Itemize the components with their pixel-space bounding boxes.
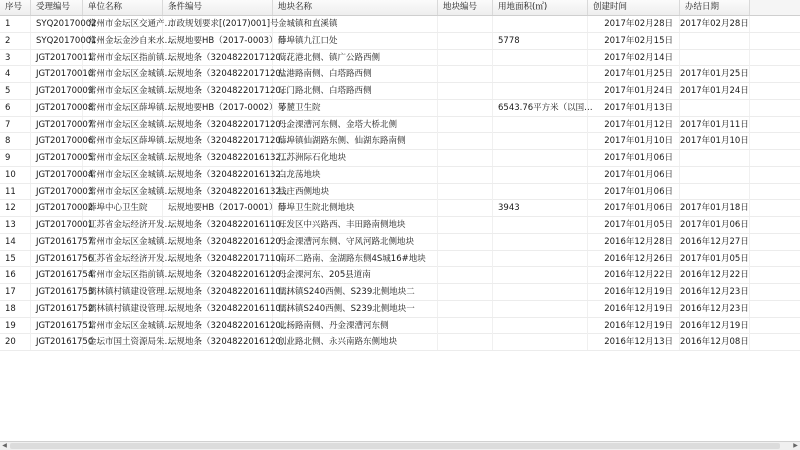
table-row[interactable] <box>0 301 800 318</box>
column-header-completed[interactable]: 办结日期 <box>680 0 750 15</box>
cell-unit-name: 金坛市国土资源局朱… <box>83 334 163 350</box>
cell-accept-no: JGT20170002 <box>31 200 83 216</box>
cell-created: 2016年12月22日 <box>588 267 680 283</box>
cell-completed: 2017年01月10日 <box>680 133 750 149</box>
cell-plot-no <box>438 217 493 233</box>
cell-accept-no: JGT20161750 <box>31 334 83 350</box>
table-row[interactable] <box>0 318 800 335</box>
cell-completed: 2016年12月22日 <box>680 267 750 283</box>
cell-condition-no: 坛规地条（320482201611​0… <box>163 217 273 233</box>
cell-plot-name: 白龙荡地块 <box>273 167 438 183</box>
column-header-created[interactable]: 创建时间 <box>588 0 680 15</box>
cell-plot-name: 丹金溧漕河东侧、守风河路北侧地块 <box>273 234 438 250</box>
cell-index: 17 <box>0 284 31 300</box>
cell-index: 1 <box>0 16 31 32</box>
cell-condition-no: 坛规地条（320482201612​0… <box>163 334 273 350</box>
cell-created: 2017年01月06日 <box>588 184 680 200</box>
cell-accept-no: JGT20170003 <box>31 184 83 200</box>
cell-plot-no <box>438 318 493 334</box>
cell-land-area <box>493 66 588 82</box>
cell-plot-name: 儒林镇S240西侧、S239北侧地块一 <box>273 301 438 317</box>
cell-index: 6 <box>0 100 31 116</box>
cell-completed: 2017年01月25日 <box>680 66 750 82</box>
cell-plot-no <box>438 334 493 350</box>
cell-completed: 2017年01月05日 <box>680 251 750 267</box>
cell-plot-no <box>438 100 493 116</box>
cell-plot-name: 创业路北侧、永兴南路东侧地块 <box>273 334 438 350</box>
cell-accept-no: JGT20161753 <box>31 284 83 300</box>
cell-accept-no: JGT20170001 <box>31 217 83 233</box>
cell-plot-name: 茅麓卫生院 <box>273 100 438 116</box>
cell-plot-name: 儒林镇S240西侧、S239北侧地块二 <box>273 284 438 300</box>
cell-plot-name: 薛埠镇仙湖路东侧、仙湖东路南侧 <box>273 133 438 149</box>
table-row[interactable] <box>0 334 800 351</box>
cell-accept-no: JGT20170005 <box>31 150 83 166</box>
cell-land-area <box>493 117 588 133</box>
cell-accept-no: JGT20170008 <box>31 100 83 116</box>
cell-index: 5 <box>0 83 31 99</box>
cell-unit-name: 常州市金坛区金城镇… <box>83 117 163 133</box>
cell-created: 2017年01月06日 <box>588 150 680 166</box>
table-row[interactable] <box>0 33 800 50</box>
table-row[interactable] <box>0 217 800 234</box>
cell-created: 2016年12月26日 <box>588 251 680 267</box>
cell-condition-no: 坛规地要HB（2017-0002）号 <box>163 100 273 116</box>
cell-unit-name: 常州市金坛区金城镇… <box>83 184 163 200</box>
cell-accept-no: SYQ20170002 <box>31 16 83 32</box>
cell-plot-name: 北杨路南侧、丹金溧漕河东侧 <box>273 318 438 334</box>
cell-plot-no <box>438 167 493 183</box>
cell-plot-name: 南环二路南、金湖路东侧4S城16#地块 <box>273 251 438 267</box>
cell-index: 13 <box>0 217 31 233</box>
column-header-accept-no[interactable]: 受理编号 <box>31 0 83 15</box>
cell-index: 8 <box>0 133 31 149</box>
cell-accept-no: JGT20170006 <box>31 133 83 149</box>
cell-completed <box>680 150 750 166</box>
cell-index: 9 <box>0 150 31 166</box>
cell-plot-no <box>438 117 493 133</box>
table-row[interactable] <box>0 16 800 33</box>
table-row[interactable] <box>0 100 800 117</box>
cell-accept-no: JGT20170010 <box>31 66 83 82</box>
cell-plot-no <box>438 83 493 99</box>
cell-condition-no: 坛规地要HB（2017-0003）号 <box>163 33 273 49</box>
cell-plot-name: 丹金溧河东、205县道南 <box>273 267 438 283</box>
cell-created: 2017年02月14日 <box>588 50 680 66</box>
cell-completed: 2017年01月18日 <box>680 200 750 216</box>
cell-condition-no: 坛规地条（320482201612​0… <box>163 318 273 334</box>
cell-land-area <box>493 150 588 166</box>
cell-index: 12 <box>0 200 31 216</box>
cell-plot-no <box>438 33 493 49</box>
cell-unit-name: 常州市金坛区交通产… <box>83 16 163 32</box>
cell-condition-no: 坛规地条（320482201612​0… <box>163 267 273 283</box>
cell-land-area <box>493 133 588 149</box>
cell-completed: 2016年12月19日 <box>680 318 750 334</box>
cell-land-area <box>493 234 588 250</box>
cell-land-area <box>493 184 588 200</box>
cell-completed: 2016年12月27日 <box>680 234 750 250</box>
cell-created: 2017年02月28日 <box>588 16 680 32</box>
cell-index: 11 <box>0 184 31 200</box>
cell-index: 19 <box>0 318 31 334</box>
cell-land-area <box>493 167 588 183</box>
cell-index: 2 <box>0 33 31 49</box>
table-row[interactable] <box>0 267 800 284</box>
cell-completed <box>680 167 750 183</box>
cell-accept-no: JGT20170011 <box>31 50 83 66</box>
cell-unit-name: 江苏省金坛经济开发… <box>83 217 163 233</box>
cell-created: 2016年12月19日 <box>588 318 680 334</box>
cell-unit-name: 江苏省金坛经济开发… <box>83 251 163 267</box>
column-header-land-area[interactable]: 用地面积(㎡) <box>493 0 588 15</box>
cell-plot-no <box>438 267 493 283</box>
cell-unit-name: 薛埠中心卫生院 <box>83 200 163 216</box>
cell-unit-name: 儒林镇村镇建设管理… <box>83 301 163 317</box>
cell-plot-no <box>438 200 493 216</box>
cell-completed: 2016年12月23日 <box>680 284 750 300</box>
cell-land-area <box>493 16 588 32</box>
column-header-unit-name[interactable]: 单位名称 <box>83 0 163 15</box>
scroll-right-icon[interactable]: ▶ <box>793 442 798 449</box>
cell-condition-no: 坛规地条（320482201613​2… <box>163 184 273 200</box>
cell-condition-no: 坛规地条（320482201613​2… <box>163 150 273 166</box>
cell-unit-name: 常州金坛金沙自来水… <box>83 33 163 49</box>
cell-completed: 2017年02月28日 <box>680 16 750 32</box>
cell-index: 3 <box>0 50 31 66</box>
cell-plot-name: 丹金溧漕河东侧、金塔大桥北侧 <box>273 117 438 133</box>
cell-index: 10 <box>0 167 31 183</box>
table-row[interactable] <box>0 133 800 150</box>
table-body <box>0 16 800 351</box>
table-row[interactable] <box>0 150 800 167</box>
cell-condition-no: 坛规地条（320482201712​0… <box>163 133 273 149</box>
cell-plot-no <box>438 16 493 32</box>
cell-created: 2016年12月19日 <box>588 301 680 317</box>
cell-unit-name: 儒林镇村镇建设管理… <box>83 284 163 300</box>
cell-accept-no: JGT20170004 <box>31 167 83 183</box>
cell-unit-name: 常州市金坛区金城镇… <box>83 167 163 183</box>
cell-plot-no <box>438 133 493 149</box>
cell-created: 2017年01月24日 <box>588 83 680 99</box>
column-header-index[interactable]: 序号 <box>0 0 31 15</box>
table-row[interactable] <box>0 184 800 201</box>
cell-land-area <box>493 50 588 66</box>
cell-condition-no: 坛规地条（320482201712​0… <box>163 66 273 82</box>
cell-created: 2017年01月25日 <box>588 66 680 82</box>
cell-completed <box>680 100 750 116</box>
cell-created: 2017年01月05日 <box>588 217 680 233</box>
cell-accept-no: JGT20161752 <box>31 301 83 317</box>
cell-index: 4 <box>0 66 31 82</box>
cell-plot-name: 开发区中兴路西、丰田路南侧地块 <box>273 217 438 233</box>
cell-condition-no: 坛规地条（320482201711​0… <box>163 251 273 267</box>
cell-accept-no: JGT20170009 <box>31 83 83 99</box>
cell-created: 2017年02月15日 <box>588 33 680 49</box>
cell-land-area <box>493 301 588 317</box>
cell-land-area <box>493 318 588 334</box>
cell-unit-name: 常州市金坛区薛埠镇… <box>83 133 163 149</box>
cell-accept-no: JGT20161751 <box>31 318 83 334</box>
cell-condition-no: 坛规地条（320482201611​0… <box>163 301 273 317</box>
cell-land-area <box>493 284 588 300</box>
cell-completed <box>680 184 750 200</box>
cell-plot-no <box>438 50 493 66</box>
table-row[interactable] <box>0 234 800 251</box>
cell-plot-no <box>438 234 493 250</box>
cell-unit-name: 常州市金坛区金城镇… <box>83 83 163 99</box>
cell-condition-no: 坛规地条（320482201712​0… <box>163 83 273 99</box>
cell-index: 20 <box>0 334 31 350</box>
cell-accept-no: JGT20170007 <box>31 117 83 133</box>
table-row[interactable] <box>0 50 800 67</box>
cell-unit-name: 常州市金坛区指前镇… <box>83 267 163 283</box>
cell-index: 14 <box>0 234 31 250</box>
cell-completed <box>680 50 750 66</box>
cell-condition-no: 坛规地条（320482201613​2… <box>163 167 273 183</box>
cell-condition-no: 坛规地条（320482201712​0… <box>163 50 273 66</box>
cell-accept-no: JGT20161754 <box>31 267 83 283</box>
cell-land-area <box>493 217 588 233</box>
cell-index: 16 <box>0 267 31 283</box>
table-row[interactable] <box>0 167 800 184</box>
cell-unit-name: 常州市金坛区薛埠镇… <box>83 100 163 116</box>
table-row[interactable] <box>0 251 800 268</box>
column-header-plot-name[interactable]: 地块名称 <box>273 0 438 15</box>
cell-condition-no: 市政规划要求[(2017)001]号 <box>163 16 273 32</box>
table-row[interactable] <box>0 66 800 83</box>
cell-unit-name: 常州市金坛区金城镇… <box>83 66 163 82</box>
cell-accept-no: JGT20161756 <box>31 251 83 267</box>
cell-condition-no: 坛规地条（320482201712​0… <box>163 117 273 133</box>
cell-created: 2016年12月13日 <box>588 334 680 350</box>
cell-plot-no <box>438 66 493 82</box>
cell-unit-name: 常州市金坛区金城镇… <box>83 318 163 334</box>
cell-plot-name: 薛埠卫生院北侧地块 <box>273 200 438 216</box>
cell-completed: 2016年12月08日 <box>680 334 750 350</box>
cell-completed <box>680 33 750 49</box>
cell-completed: 2017年01月06日 <box>680 217 750 233</box>
cell-plot-name: 江苏洲际石化地块 <box>273 150 438 166</box>
cell-plot-no <box>438 301 493 317</box>
cell-land-area <box>493 251 588 267</box>
cell-index: 15 <box>0 251 31 267</box>
cell-plot-no <box>438 150 493 166</box>
horizontal-scrollbar[interactable] <box>0 441 800 450</box>
cell-created: 2017年01月06日 <box>588 200 680 216</box>
cell-unit-name: 常州市金坛区指前镇… <box>83 50 163 66</box>
cell-land-area: 6543.76平方米（以国… <box>493 100 588 116</box>
cell-index: 7 <box>0 117 31 133</box>
cell-plot-no <box>438 284 493 300</box>
column-header-plot-no[interactable]: 地块编号 <box>438 0 493 15</box>
table-row[interactable] <box>0 200 800 217</box>
cell-created: 2017年01月06日 <box>588 167 680 183</box>
cell-created: 2017年01月13日 <box>588 100 680 116</box>
cell-land-area: 3943 <box>493 200 588 216</box>
table-row[interactable] <box>0 117 800 134</box>
column-header-condition-no[interactable]: 条件编号 <box>163 0 273 15</box>
cell-completed: 2016年12月23日 <box>680 301 750 317</box>
cell-plot-name: 荷花港北侧、镇广公路西侧 <box>273 50 438 66</box>
cell-created: 2017年01月10日 <box>588 133 680 149</box>
table-header <box>0 0 800 16</box>
cell-index: 18 <box>0 301 31 317</box>
cell-plot-name: 薛埠镇九江口处 <box>273 33 438 49</box>
cell-plot-no <box>438 251 493 267</box>
cell-condition-no: 坛规地条（320482201612​0… <box>163 234 273 250</box>
cell-plot-name: 金城镇和直溪镇 <box>273 16 438 32</box>
cell-plot-no <box>438 184 493 200</box>
cell-completed: 2017年01月24日 <box>680 83 750 99</box>
cell-plot-name: 盐港路南侧、白塔路西侧 <box>273 66 438 82</box>
cell-land-area <box>493 267 588 283</box>
cell-plot-name: 钱庄西侧地块 <box>273 184 438 200</box>
cell-completed: 2017年01月11日 <box>680 117 750 133</box>
cell-unit-name: 常州市金坛区金城镇… <box>83 150 163 166</box>
cell-land-area <box>493 83 588 99</box>
cell-condition-no: 坛规地要HB（2017-0001）号 <box>163 200 273 216</box>
cell-accept-no: JGT20161757 <box>31 234 83 250</box>
cell-created: 2016年12月19日 <box>588 284 680 300</box>
cell-land-area <box>493 334 588 350</box>
scroll-left-icon[interactable]: ◀ <box>2 442 7 449</box>
table-row[interactable] <box>0 83 800 100</box>
cell-plot-name: 牙门路北侧、白塔路西侧 <box>273 83 438 99</box>
cell-condition-no: 坛规地条（320482201611​0… <box>163 284 273 300</box>
cell-created: 2016年12月28日 <box>588 234 680 250</box>
table-row[interactable] <box>0 284 800 301</box>
cell-accept-no: SYQ20170001 <box>31 33 83 49</box>
cell-unit-name: 常州市金坛区金城镇… <box>83 234 163 250</box>
cell-land-area: 5778 <box>493 33 588 49</box>
scrollbar-thumb[interactable] <box>10 443 780 449</box>
cell-created: 2017年01月12日 <box>588 117 680 133</box>
